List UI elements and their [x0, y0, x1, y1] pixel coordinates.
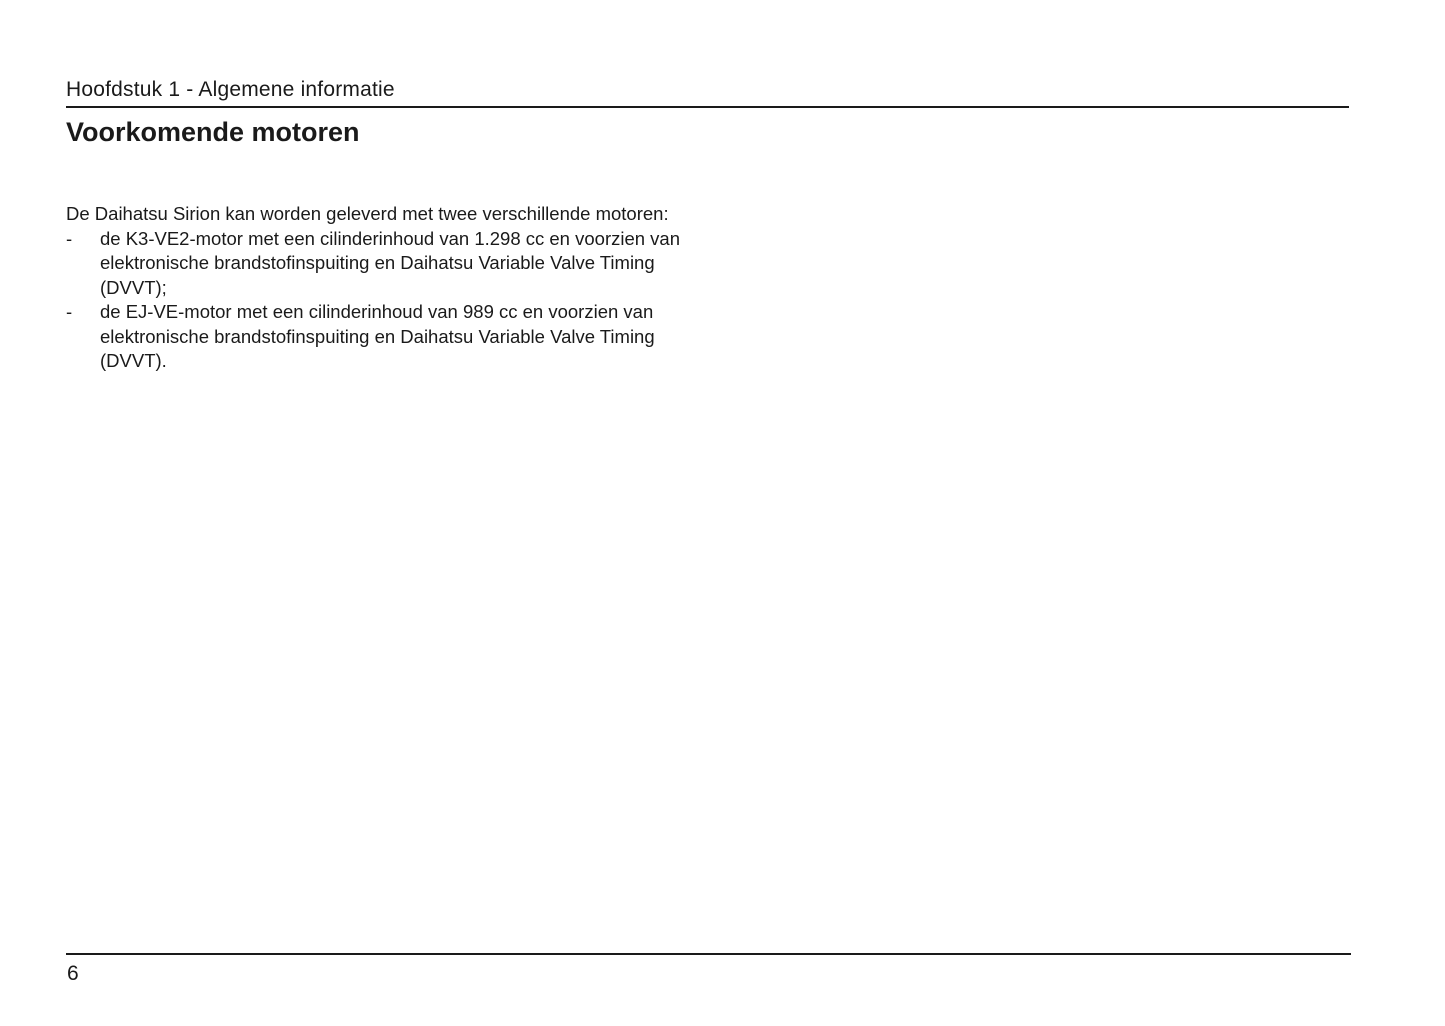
footer-rule — [66, 953, 1351, 955]
body-text — [66, 202, 706, 374]
intro-paragraph: De Daihatsu Sirion kan worden geleverd met twee verschillende motoren: — [66, 203, 669, 224]
item-line: (DVVT). — [100, 350, 167, 371]
list-item-k3-ve2 — [66, 227, 706, 301]
item-line: elektronische brandstofinspuiting en Daihatsu Variable Valve Timing — [100, 325, 655, 347]
header-rule — [66, 106, 1349, 108]
page-number: 6 — [67, 962, 79, 985]
item-line: (DVVT); — [100, 276, 167, 298]
list-item-ej-ve — [66, 300, 706, 374]
item-line: de K3-VE2-motor met een cilinderinhoud van 1.298 cc en voorzien van — [100, 227, 681, 249]
item-line: elektronische brandstofinspuiting en Daihatsu Variable Valve Timing — [100, 252, 655, 273]
bullet-dash: - — [66, 227, 73, 249]
item-line: de EJ-VE-motor met een cilinderinhoud van 989 cc en voorzien van — [100, 301, 654, 322]
section-title: Voorkomende motoren — [66, 117, 360, 147]
chapter-header: Hoofdstuk 1 - Algemene informatie — [66, 78, 395, 101]
engine-list — [66, 227, 706, 374]
bullet-dash: - — [66, 301, 73, 322]
